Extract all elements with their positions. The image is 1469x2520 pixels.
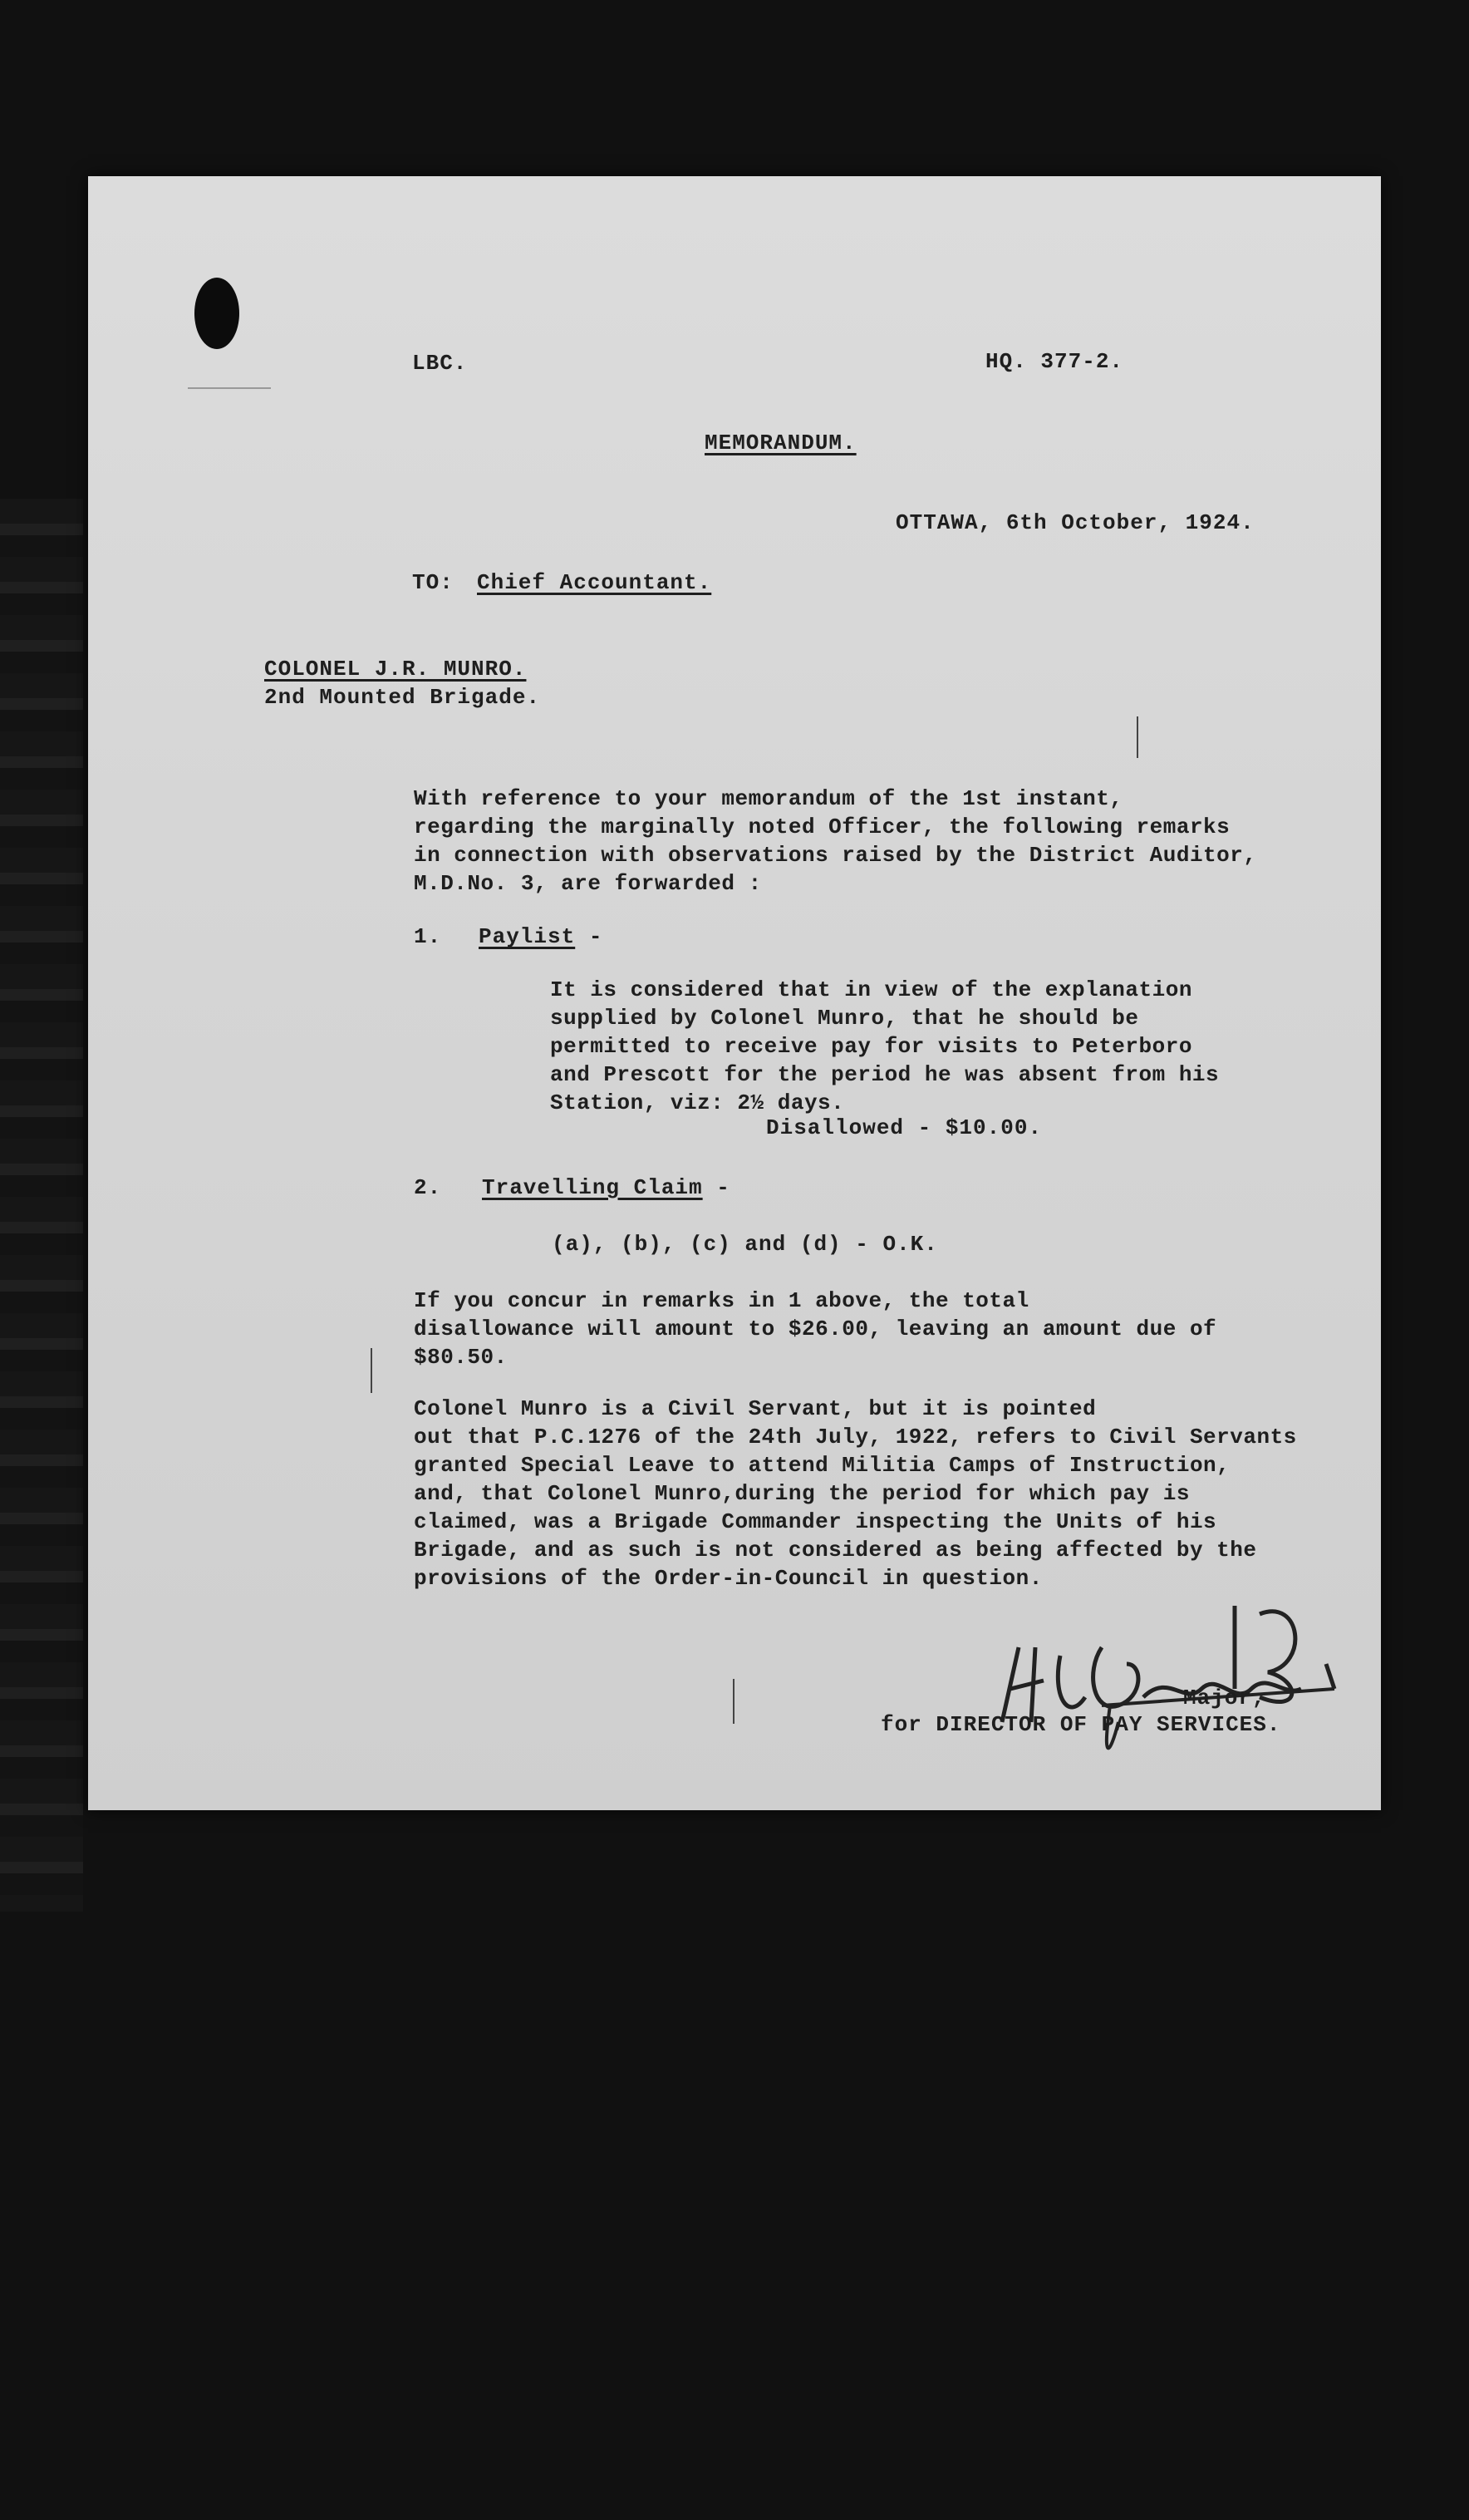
item1-disallowed: Disallowed - $10.00. [766, 1115, 1043, 1140]
marginal-name: COLONEL J.R. MUNRO. [264, 657, 527, 682]
margin-tick-3 [733, 1679, 734, 1724]
item2-dash: - [702, 1175, 730, 1200]
signatory-office: for DIRECTOR OF PAY SERVICES. [881, 1712, 1281, 1737]
item1-title: Paylist [479, 924, 576, 949]
item1-number: 1. [414, 924, 442, 949]
memo-page [88, 176, 1381, 1810]
film-edge [0, 499, 83, 1912]
to-label: TO: [412, 570, 454, 595]
item1-body: It is considered that in view of the explanation supplied by Colonel Munro, that he should be permitted to receive pay for visits to Peterboro and Prescott for the period he was absent from his Station, viz: 2½ days. [550, 977, 1220, 1115]
date-line: OTTAWA, 6th October, 1924. [896, 510, 1255, 535]
to-value: Chief Accountant. [477, 570, 712, 595]
item2-number: 2. [414, 1175, 442, 1200]
margin-tick [1137, 716, 1138, 758]
signatory-rank: Major, [1183, 1686, 1266, 1710]
margin-rule [188, 387, 271, 389]
handwritten-signature [985, 1597, 1417, 1764]
ref-right: HQ. 377-2. [985, 349, 1124, 374]
marginal-unit: 2nd Mounted Brigade. [264, 685, 541, 710]
concur-paragraph: If you concur in remarks in 1 above, the total disallowance will amount to $26.00, leaving an amount due of $80.50. [414, 1288, 1217, 1370]
item2-body: (a), (b), (c) and (d) - O.K. [552, 1232, 938, 1257]
ref-left: LBC. [412, 351, 468, 376]
margin-tick-2 [371, 1348, 372, 1393]
punch-hole [194, 278, 239, 349]
item1-dash: - [575, 924, 603, 949]
intro-paragraph: With reference to your memorandum of the 1st instant, regarding the marginally noted Officer, the following remarks in connection with observations raised by the District Auditor, M.D.No. 3, are forwarded : [414, 786, 1257, 896]
item1-heading [479, 924, 602, 949]
civil-servant-paragraph: Colonel Munro is a Civil Servant, but it is pointed out that P.C.1276 of the 24th July, 1922, refers to Civil Servants granted Special Leave to attend Militia Camps of Instruction, and, that Colonel Munro,during the period for which pay is claimed, was a Brigade Commander inspecting the Units of his Brigade, and as such is not considered as being affected by the provisions of the Order-in-Council in question. [414, 1396, 1297, 1591]
memo-heading: MEMORANDUM. [705, 431, 857, 455]
item2-heading [482, 1175, 730, 1200]
item2-title: Travelling Claim [482, 1175, 703, 1200]
